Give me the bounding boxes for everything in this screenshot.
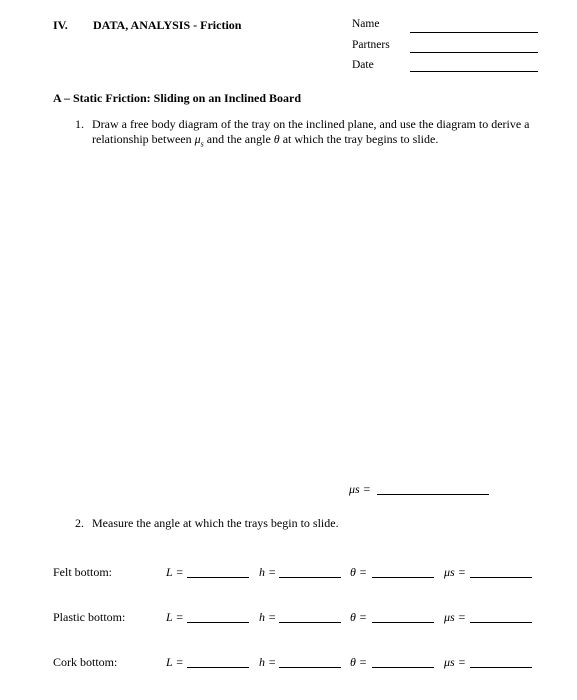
plastic-h-line[interactable]	[279, 622, 341, 623]
felt-theta-label: θ =	[350, 565, 367, 579]
cork-L-line[interactable]	[187, 667, 249, 668]
mu-result-label: μs =	[349, 482, 371, 496]
question-2-text: Measure the angle at which the trays begin to slide.	[92, 516, 339, 530]
felt-mu-line[interactable]	[470, 577, 532, 578]
question-1-text-part: and the angle	[203, 132, 274, 146]
mu-result-line[interactable]	[377, 494, 489, 495]
plastic-mu-line[interactable]	[470, 622, 532, 623]
mu-symbol: μ	[194, 132, 201, 146]
name-line[interactable]	[410, 32, 538, 33]
plastic-mu-label: μs =	[444, 610, 466, 624]
cork-mu-label: μs =	[444, 655, 466, 669]
cork-label: Cork bottom:	[53, 655, 118, 669]
felt-label: Felt bottom:	[53, 565, 113, 579]
felt-mu-label: μs =	[444, 565, 466, 579]
plastic-L-label: L =	[166, 610, 184, 624]
cork-theta-label: θ =	[350, 655, 367, 669]
cork-mu-line[interactable]	[470, 667, 532, 668]
felt-h-label: h =	[259, 565, 277, 579]
partners-label: Partners	[352, 39, 390, 51]
plastic-theta-label: θ =	[350, 610, 367, 624]
question-1-text	[92, 117, 544, 151]
felt-L-line[interactable]	[187, 577, 249, 578]
felt-L-label: L =	[166, 565, 184, 579]
cork-h-label: h =	[259, 655, 277, 669]
section-heading: A – Static Friction: Sliding on an Inclined Board	[53, 91, 302, 105]
date-label: Date	[352, 59, 374, 71]
plastic-h-label: h =	[259, 610, 277, 624]
date-line[interactable]	[410, 71, 538, 72]
partners-line[interactable]	[410, 52, 538, 53]
plastic-label: Plastic bottom:	[53, 610, 126, 624]
question-1-number: 1.	[75, 117, 84, 131]
cork-h-line[interactable]	[279, 667, 341, 668]
worksheet-title: DATA, ANALYSIS - Friction	[93, 18, 242, 32]
cork-L-label: L =	[166, 655, 184, 669]
mu-subscript: s	[200, 139, 204, 149]
question-2-number: 2.	[75, 516, 84, 530]
felt-theta-line[interactable]	[372, 577, 434, 578]
plastic-L-line[interactable]	[187, 622, 249, 623]
theta-symbol: θ	[273, 132, 280, 146]
felt-h-line[interactable]	[279, 577, 341, 578]
cork-theta-line[interactable]	[372, 667, 434, 668]
question-1-text-part: at which the tray begins to slide.	[279, 132, 439, 146]
question-1-text-part: Draw a free body diagram of the tray on the inclined plane, and use the diagram to derive a relationship between	[92, 117, 530, 146]
plastic-theta-line[interactable]	[372, 622, 434, 623]
name-label: Name	[352, 18, 380, 30]
section-number: IV.	[53, 18, 68, 32]
